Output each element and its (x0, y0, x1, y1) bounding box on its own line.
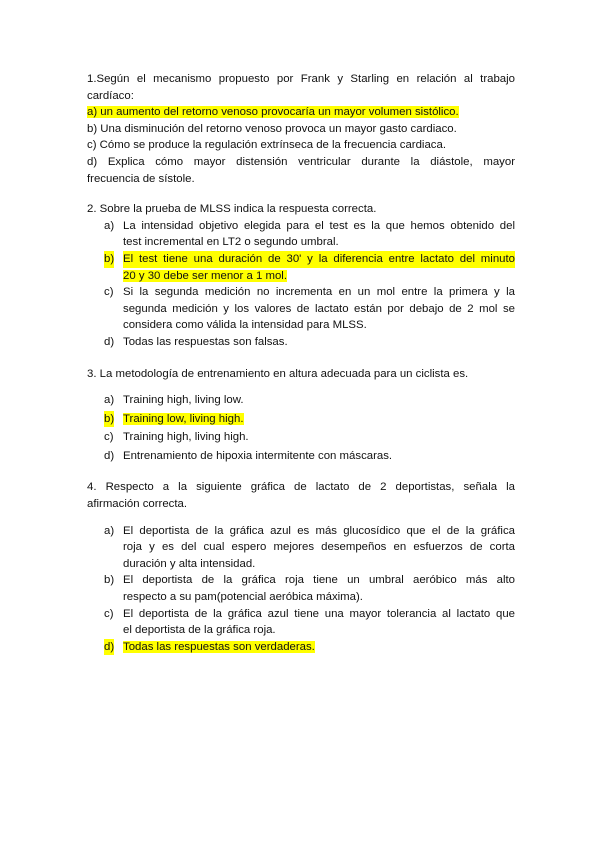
question-4-options (87, 523, 515, 656)
question-3-option-c (87, 429, 515, 446)
highlighted-answer-line: El test tiene una duración de 30' y la diferencia entre lactato del minuto (123, 251, 515, 268)
option-line-wrap (123, 411, 515, 428)
question-1-option-d-line-2: frecuencia de sístole. (87, 172, 195, 185)
option-marker: d) (104, 639, 114, 656)
document-content (87, 71, 515, 655)
option-marker: d) (104, 449, 115, 462)
option-marker: b) (104, 574, 115, 587)
option-marker: d) (104, 335, 115, 348)
option-line: test incremental en LT2 o segundo umbral. (123, 236, 339, 249)
question-3-prompt: 3. La metodología de entrenamiento en altura adecuada para un ciclista es. (87, 367, 469, 380)
option-marker: b) (104, 251, 114, 268)
question-3 (87, 366, 515, 465)
question-4-option-b (87, 572, 515, 605)
option-line: Training high, living high. (123, 431, 249, 444)
option-marker: c) (104, 431, 114, 444)
option-marker: c) (104, 607, 114, 620)
question-3-option-d (87, 448, 515, 465)
option-line: duración y alta intensidad. (123, 557, 256, 570)
question-3-option-b (87, 411, 515, 428)
option-line: Entrenamiento de hipoxia intermitente con máscaras. (123, 449, 393, 462)
question-1-prompt-line-2: cardíaco: (87, 89, 134, 102)
question-2-option-a (87, 218, 515, 251)
option-line: Todas las respuestas son falsas. (123, 335, 288, 348)
question-2-prompt: 2. Sobre la prueba de MLSS indica la respuesta correcta. (87, 203, 377, 216)
question-4-option-c (87, 606, 515, 639)
option-line: La intensidad objetivo elegida para el test es la que hemos obtenido del (123, 219, 515, 232)
question-1-option-b: b) Una disminución del retorno venoso provoca un mayor gasto cardiaco. (87, 122, 457, 135)
option-line: el deportista de la gráfica roja. (123, 624, 276, 637)
option-marker: a) (104, 394, 115, 407)
question-3-options (87, 392, 515, 464)
highlighted-answer-line: Training low, living high. (123, 412, 244, 425)
option-line: Training high, living low. (123, 394, 244, 407)
question-1-prompt-line-1: 1.Según el mecanismo propuesto por Frank y Starling en relación al trabajo (87, 73, 515, 85)
question-1-option-c: c) Cómo se produce la regulación extrínseca de la frecuencia cardiaca. (87, 139, 446, 152)
option-line: respecto a su pam(potencial aeróbica máxima). (123, 591, 363, 604)
highlighted-answer-line: 20 y 30 debe ser menor a 1 mol. (123, 269, 287, 282)
question-4-option-d (87, 639, 515, 656)
question-3-option-a (87, 392, 515, 409)
question-1-option-d-line-1: d) Explica cómo mayor distensión ventricular durante la diástole, mayor (87, 155, 515, 168)
option-line: El deportista de la gráfica roja tiene un umbral aeróbico más alto (123, 574, 515, 587)
question-4-prompt-line-2: afirmación correcta. (87, 498, 188, 511)
option-line: El deportista de la gráfica azul es más glucosídico que el de la gráfica (123, 524, 515, 537)
question-4-prompt-line-1: 4. Respecto a la siguiente gráfica de lactato de 2 deportistas, señala la (87, 481, 515, 494)
question-1-option-a (87, 104, 515, 121)
question-2-option-b (87, 251, 515, 284)
question-4 (87, 479, 515, 655)
question-2-option-c (87, 284, 515, 334)
question-1 (87, 71, 515, 187)
question-2-option-d (87, 334, 515, 351)
question-4-option-a (87, 523, 515, 573)
option-line: segunda medición y los valores de lactato están por debajo de 2 mol se (123, 302, 515, 315)
question-2 (87, 201, 515, 350)
option-marker: c) (104, 286, 114, 299)
option-line-wrap (123, 639, 515, 656)
option-marker: b) (104, 411, 114, 428)
option-line-wrap (123, 268, 515, 285)
highlighted-answer-line: Todas las respuestas son verdaderas. (123, 640, 315, 653)
option-line: El deportista de la gráfica azul tiene una mayor tolerancia al lactato que (123, 607, 515, 620)
option-line: Si la segunda medición no incrementa en un mol entre la primera y la (123, 286, 515, 299)
option-line: roja y es del cual espero mejores desempeños en esfuerzos de corta (123, 541, 515, 554)
option-marker: a) (104, 219, 115, 232)
option-marker: a) (104, 524, 115, 537)
option-line: considera como válida la intensidad para MLSS. (123, 319, 367, 332)
highlighted-answer: a) un aumento del retorno venoso provocaría un mayor volumen sistólico. (87, 106, 459, 119)
